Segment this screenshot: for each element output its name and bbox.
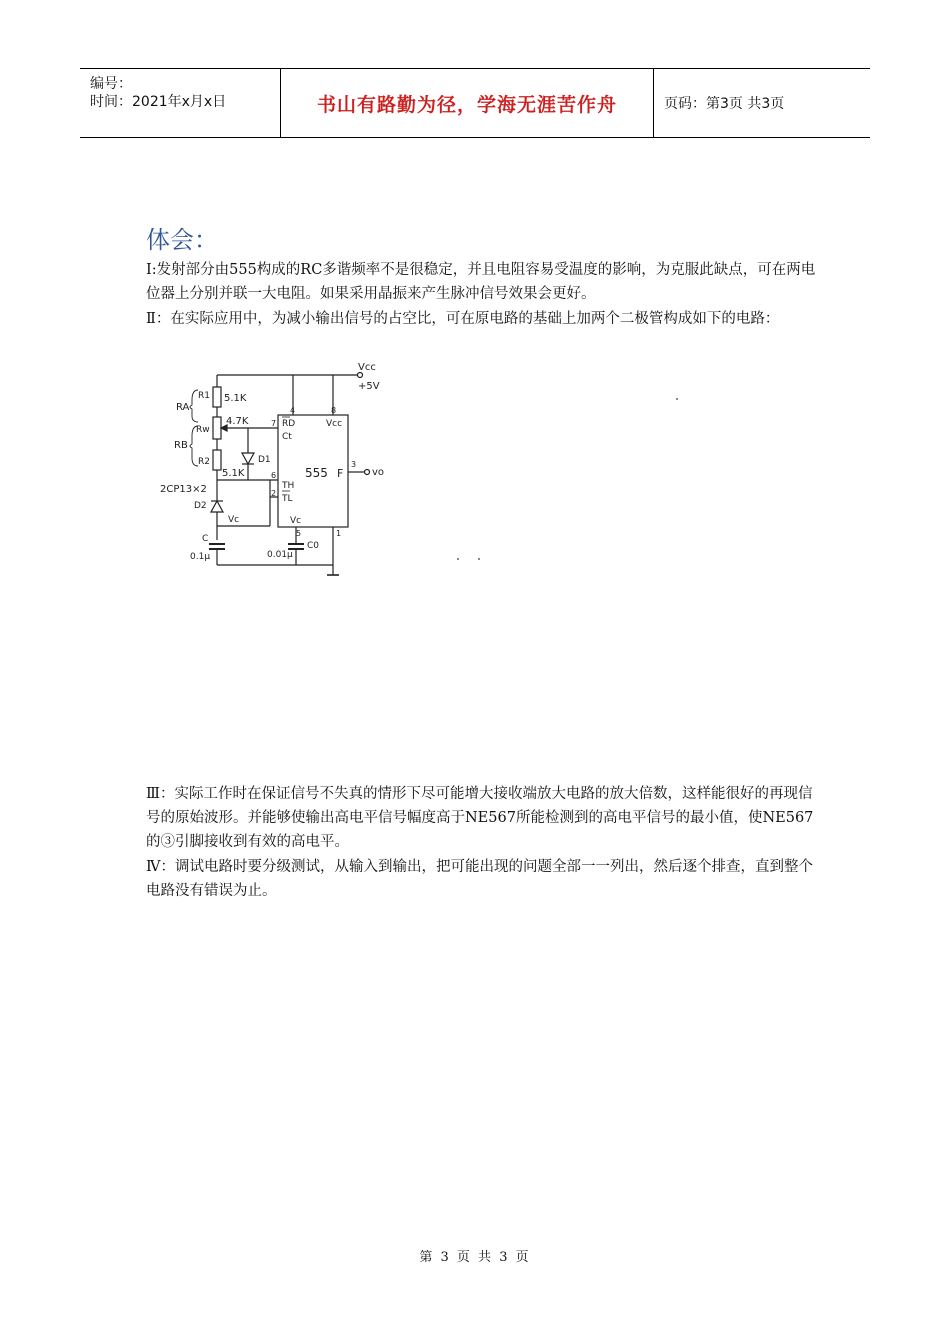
pin-7-label: 7	[271, 419, 277, 428]
pin-tl-label: TL	[282, 494, 293, 504]
diode-d2	[211, 501, 223, 512]
circuit-diagram	[150, 360, 410, 580]
ra-label: RA	[176, 402, 190, 413]
vcc-label: Vcc	[358, 362, 376, 373]
diode-part-label: 2CP13×2	[160, 484, 207, 495]
pin-6-label: 6	[271, 471, 277, 480]
page-footer: 第 3 页 共 3 页	[419, 1250, 531, 1265]
resistor-r2	[213, 450, 221, 470]
d1-label: D1	[258, 455, 271, 465]
r1-label: R1	[198, 391, 210, 401]
pin-ct-label: Ct	[282, 432, 292, 442]
paragraph-2: Ⅱ：在实际应用中，为减小输出信号的占空比，可在原电路的基础上加两个二极管构成如下的电路：	[146, 311, 780, 327]
header-motto-cell	[281, 69, 654, 137]
pin-th-label: TH	[282, 481, 295, 491]
scan-speck	[457, 558, 459, 560]
output-vo-label: vo	[372, 467, 385, 478]
header-page-info-cell	[654, 69, 870, 137]
c0-label: C0	[307, 541, 320, 551]
pin-1-label: 1	[336, 529, 342, 538]
pin-2-label: 2	[271, 489, 277, 498]
pin-vcc-label: Vcc	[326, 419, 343, 429]
pin-5-label: 5	[296, 529, 302, 538]
r1-value: 5.1K	[224, 393, 247, 404]
page-header	[80, 68, 870, 138]
c0-value: 0.01μ	[267, 550, 293, 560]
d2-label: D2	[194, 501, 207, 511]
pin-4-label: 4	[290, 406, 296, 415]
doc-number-label: 编号：	[90, 76, 132, 92]
doc-date-label: 时间：2021年x月x日	[90, 94, 227, 110]
scan-speck	[478, 558, 480, 560]
pin-8-label: 8	[331, 406, 337, 415]
rb-label: RB	[174, 440, 188, 451]
vc-left-label: Vc	[228, 515, 240, 525]
pin-3-label: 3	[351, 460, 357, 469]
diode-d1	[242, 453, 254, 464]
pin-f-label: F	[337, 467, 344, 480]
paragraph-4: Ⅳ：调试电路时要分级测试，从输入到输出，把可能出现的问题全部一一列出，然后逐个排查，直到整个电路没有错误为止。	[146, 859, 813, 899]
r2-label: R2	[198, 457, 210, 467]
paragraph-3: Ⅲ：实际工作时在保证信号不失真的情形下尽可能增大接收端放大电路的放大倍数，这样能很好的再现信号的原始波形。并能够使输出高电平信号幅度高于NE567所能检测到的高电平信号的最小值，使NE567的③引脚接收到有效的高电平。	[146, 786, 814, 850]
vcc-voltage-label: +5V	[358, 381, 380, 392]
section-title: 体会：	[146, 226, 218, 254]
c-label: C	[202, 534, 209, 544]
pin-vc-label: Vc	[290, 516, 302, 526]
chip-label: 555	[305, 466, 328, 480]
rw-label: Rw	[196, 425, 210, 435]
scan-speck	[676, 398, 678, 400]
rw-value: 4.7K	[226, 416, 249, 427]
header-motto: 书山有路勤为径，学海无涯苦作舟	[316, 93, 617, 116]
header-page-info: 页码：第3页 共3页	[664, 96, 785, 112]
pin-rd-label: RD	[282, 419, 296, 429]
r2-value: 5.1K	[222, 468, 245, 479]
paragraph-1: Ⅰ:发射部分由555构成的RC多谐频率不是很稳定，并且电阻容易受温度的影响，为克服此缺点，可在两电位器上分别并联一大电阻。如果采用晶振来产生脉冲信号效果会更好。	[146, 262, 816, 302]
c-value: 0.1μ	[190, 552, 211, 562]
header-meta	[80, 69, 281, 137]
resistor-r1	[213, 387, 221, 407]
